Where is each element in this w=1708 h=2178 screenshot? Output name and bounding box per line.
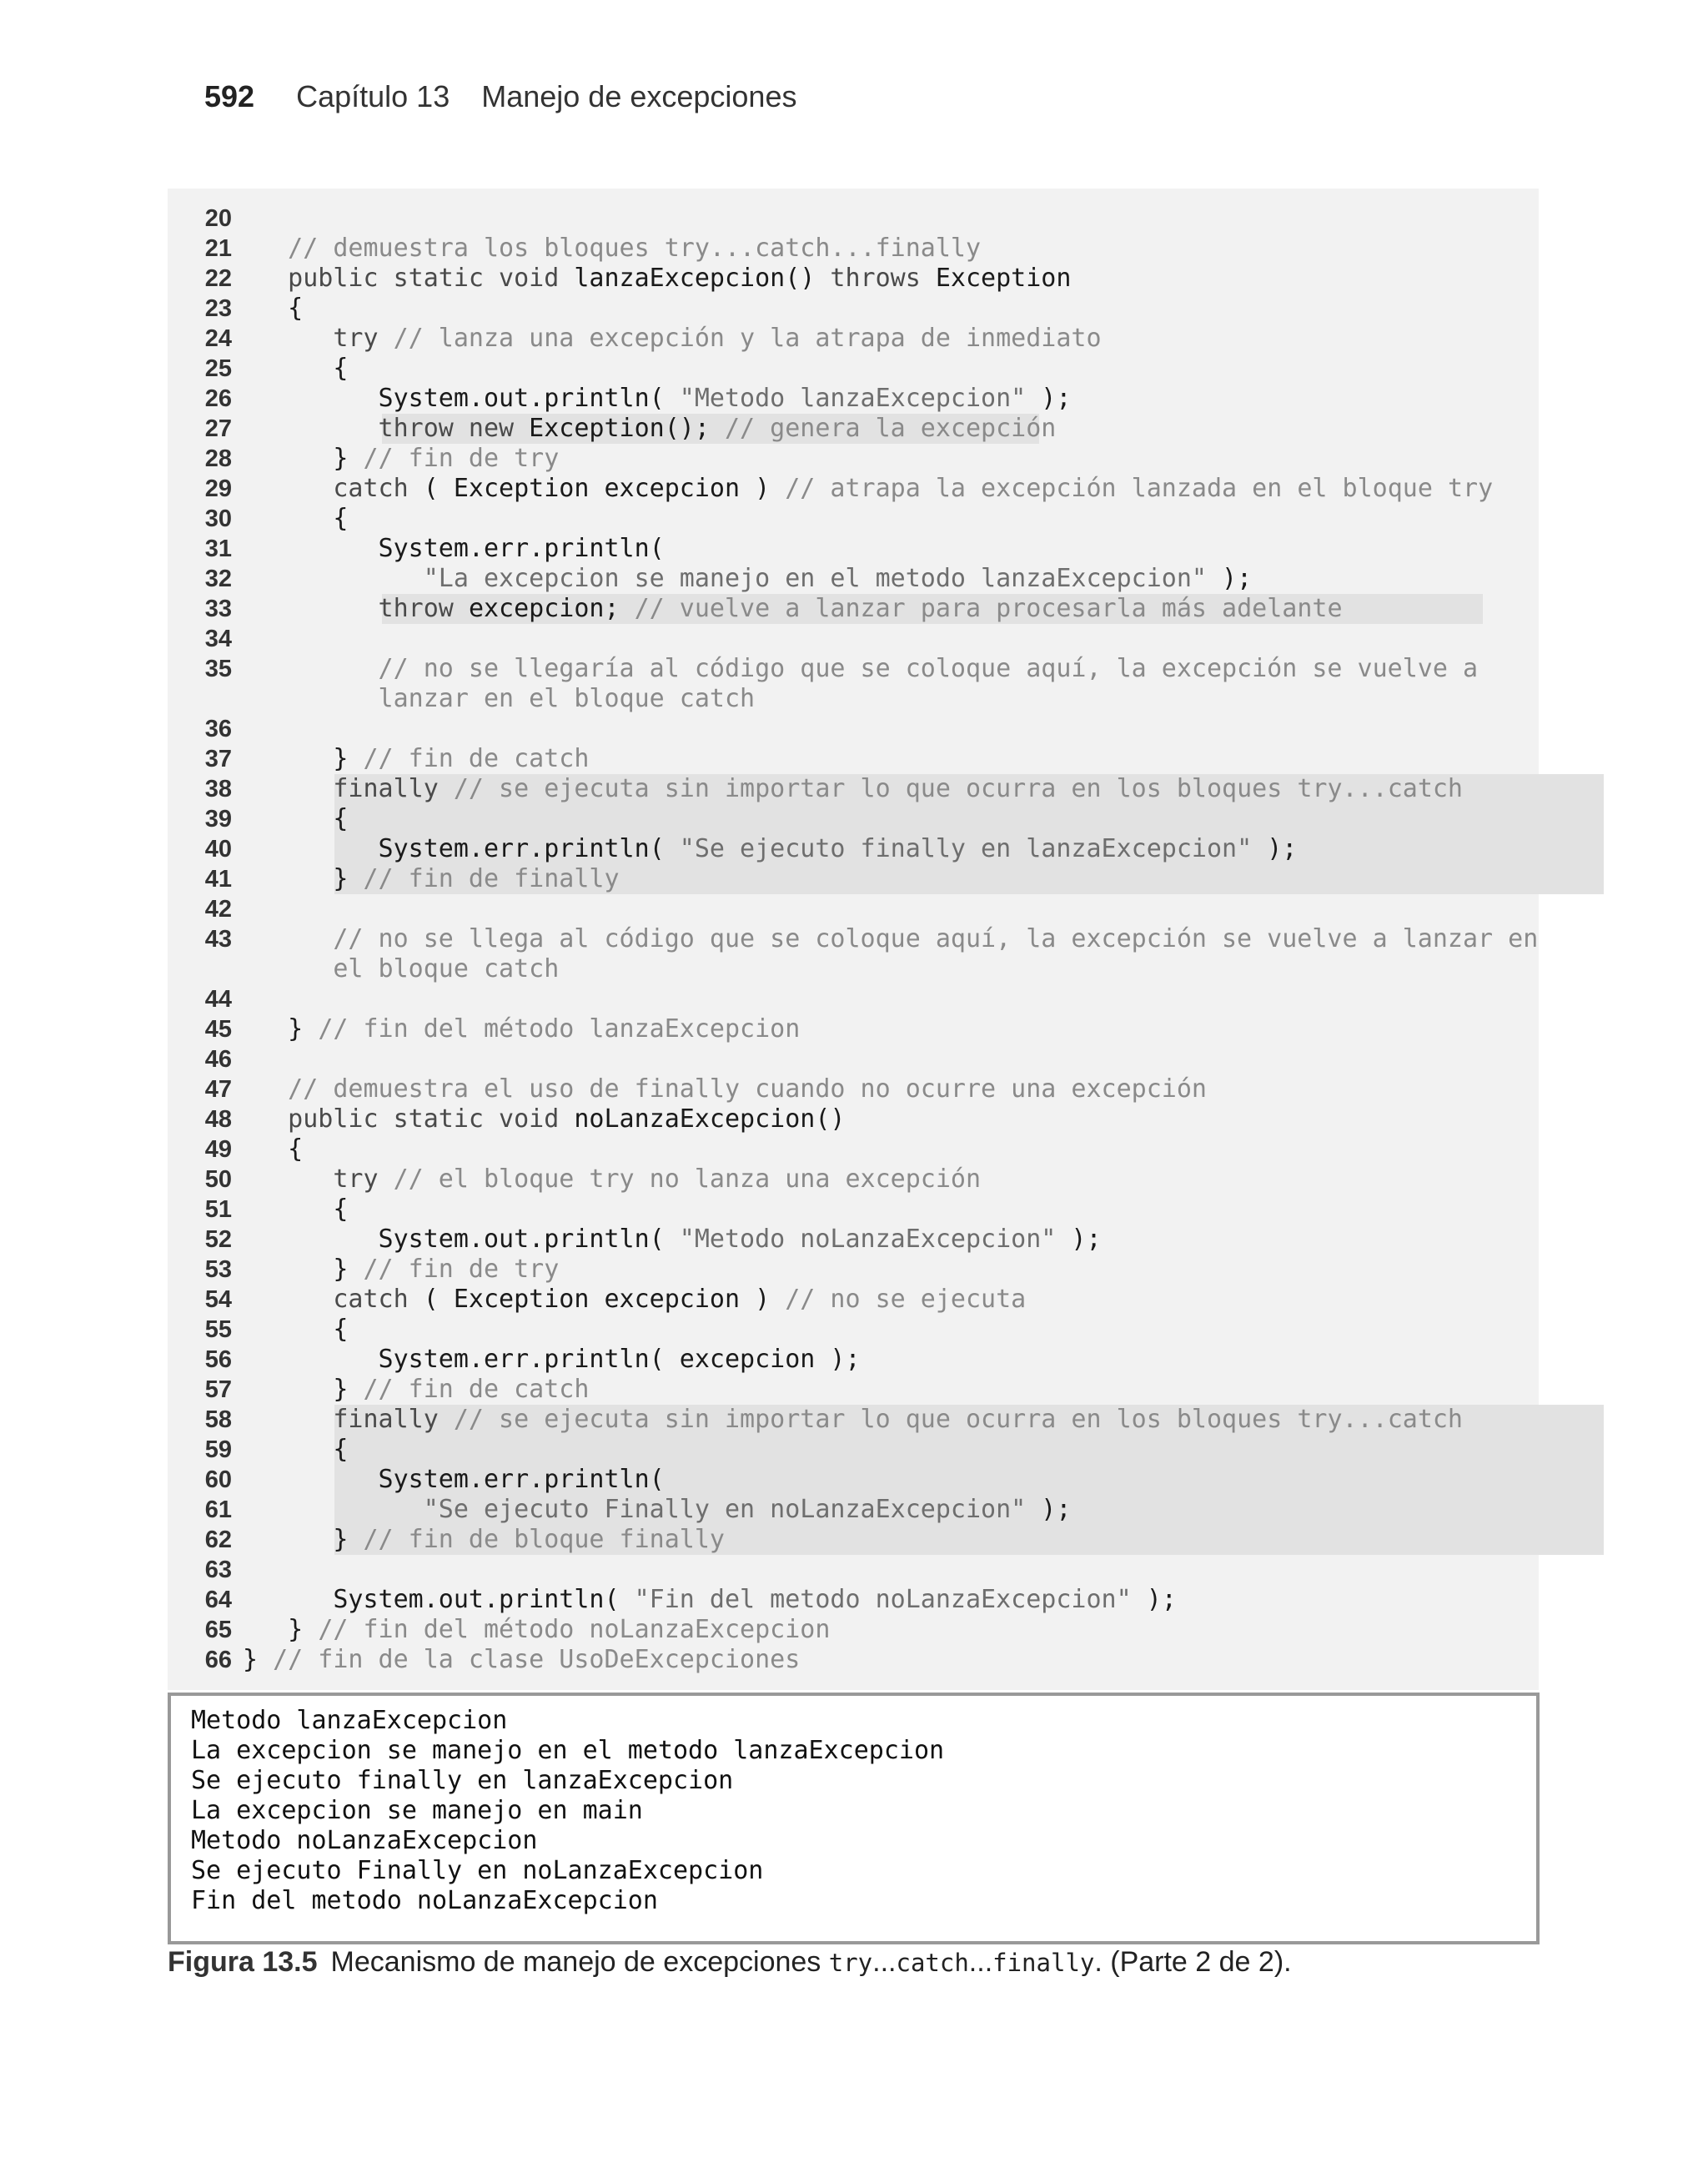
code-listing (168, 189, 1539, 1690)
code-line (168, 444, 1539, 474)
code-line (168, 894, 1539, 924)
line-number: 20 (204, 205, 232, 232)
code-line (168, 684, 1539, 714)
code-token: Exception(); (529, 414, 725, 443)
code-comment: // no se ejecuta (785, 1285, 1027, 1314)
code-text (243, 594, 1343, 624)
code-token: System.err.println( excepcion ); (243, 1345, 861, 1374)
code-token: { (243, 354, 349, 383)
code-comment: // fin del método noLanzaExcepcion (318, 1615, 831, 1644)
line-number: 57 (204, 1376, 232, 1403)
line-number: 25 (204, 355, 232, 382)
code-token: } (243, 444, 364, 473)
code-token: System.out.println( (243, 1585, 635, 1614)
line-number: 66 (204, 1647, 232, 1673)
code-token: } (243, 1014, 319, 1044)
figure-caption (168, 1946, 1292, 1979)
code-line (168, 774, 1539, 804)
caption-sep-1: ... (872, 1946, 897, 1978)
code-line (168, 414, 1539, 444)
code-token: } (243, 1375, 364, 1404)
code-text (243, 234, 981, 264)
code-keyword: catch (243, 1285, 424, 1314)
chapter-label: Capítulo 13 (296, 79, 450, 113)
code-token: ( Exception excepcion ) (423, 474, 786, 503)
line-number: 35 (204, 656, 232, 682)
output-line: Metodo lanzaExcepcion (191, 1706, 508, 1735)
code-string: "Fin del metodo noLanzaExcepcion" (634, 1585, 1132, 1614)
code-line (168, 1405, 1539, 1435)
code-line (168, 1645, 1539, 1675)
code-token: System.err.println( (243, 534, 665, 563)
code-text (243, 324, 1102, 354)
line-number: 23 (204, 295, 232, 322)
code-token: ); (1206, 564, 1253, 593)
code-comment: // el bloque try no lanza una excepción (393, 1164, 982, 1194)
line-number: 53 (204, 1256, 232, 1283)
code-text (243, 834, 1297, 864)
code-text (243, 1074, 1207, 1104)
code-line (168, 1345, 1539, 1375)
line-number: 49 (204, 1136, 232, 1163)
code-token: System.out.println( (243, 384, 680, 413)
code-comment: // fin de catch (363, 744, 590, 773)
code-text (243, 1345, 861, 1375)
line-number: 42 (204, 896, 232, 923)
code-token: { (243, 504, 349, 533)
line-number: 63 (204, 1557, 232, 1583)
caption-text: Mecanismo de manejo de excepciones (330, 1946, 829, 1978)
line-number: 41 (204, 866, 232, 893)
line-number: 51 (204, 1196, 232, 1223)
page-header (204, 79, 796, 121)
code-token: } (243, 744, 364, 773)
code-string: "Se ejecuto Finally en noLanzaExcepcion" (243, 1495, 1027, 1524)
line-number: 26 (204, 385, 232, 412)
line-number: 45 (204, 1016, 232, 1043)
output-line: La excepcion se manejo en main (191, 1796, 643, 1825)
code-line (168, 1104, 1539, 1134)
line-number: 65 (204, 1617, 232, 1643)
code-token: ); (1026, 1495, 1072, 1524)
line-number: 32 (204, 566, 232, 592)
line-number: 43 (204, 926, 232, 953)
code-text (243, 1495, 1071, 1525)
code-line (168, 234, 1539, 264)
code-text (243, 1615, 830, 1645)
code-line (168, 744, 1539, 774)
code-comment: // fin de try (363, 1255, 560, 1284)
code-line (168, 1555, 1539, 1585)
code-keyword: public static void (243, 264, 575, 293)
code-text (243, 684, 755, 714)
line-number: 59 (204, 1436, 232, 1463)
code-token: } (243, 1615, 319, 1644)
line-number: 46 (204, 1046, 232, 1073)
code-line (168, 1255, 1539, 1285)
code-line (168, 654, 1539, 684)
code-line (168, 864, 1539, 894)
code-token: noLanzaExcepcion() (574, 1104, 846, 1134)
code-line (168, 594, 1539, 624)
code-text (243, 864, 620, 894)
code-text (243, 564, 1252, 594)
code-text (243, 1645, 800, 1675)
code-text (243, 414, 1056, 444)
code-token: System.err.println( (243, 1465, 665, 1494)
line-number: 37 (204, 746, 232, 772)
code-text (243, 1465, 665, 1495)
line-number: 21 (204, 235, 232, 262)
code-line (168, 624, 1539, 654)
figure-label: Figura 13.5 (168, 1946, 318, 1978)
line-number: 55 (204, 1316, 232, 1343)
code-keyword: catch (243, 474, 424, 503)
page-number: 592 (204, 79, 255, 113)
code-line (168, 1525, 1539, 1555)
code-line (168, 504, 1539, 534)
line-number: 52 (204, 1226, 232, 1253)
code-line (168, 1315, 1539, 1345)
code-line (168, 1615, 1539, 1645)
line-number: 60 (204, 1466, 232, 1493)
line-number: 47 (204, 1076, 232, 1103)
code-text (243, 534, 665, 564)
code-token: { (243, 1195, 349, 1224)
line-number: 64 (204, 1587, 232, 1613)
code-line (168, 804, 1539, 834)
code-text (243, 1435, 348, 1465)
code-line (168, 324, 1539, 354)
code-text (243, 1315, 348, 1345)
code-text (243, 804, 348, 834)
code-token: { (243, 1435, 349, 1464)
code-comment: // fin de bloque finally (363, 1525, 725, 1554)
output-line: Se ejecuto Finally en noLanzaExcepcion (191, 1856, 764, 1885)
code-string: "Metodo noLanzaExcepcion" (679, 1225, 1057, 1254)
line-number: 24 (204, 325, 232, 352)
code-comment: el bloque catch (243, 954, 560, 983)
code-comment: // fin del método lanzaExcepcion (318, 1014, 801, 1044)
output-line: La excepcion se manejo en el metodo lanzaExcepcion (191, 1736, 945, 1765)
code-keyword: throw (243, 594, 469, 623)
code-text (243, 1134, 303, 1164)
code-text (243, 504, 348, 534)
code-token: ); (1252, 834, 1298, 863)
code-token: } (243, 864, 364, 893)
code-text (243, 1255, 559, 1285)
code-comment: // fin de try (363, 444, 560, 473)
output-line: Fin del metodo noLanzaExcepcion (191, 1886, 658, 1915)
code-line (168, 384, 1539, 414)
code-string: "Se ejecuto finally en lanzaExcepcion" (679, 834, 1253, 863)
line-number: 28 (204, 445, 232, 472)
caption-sep-2: ... (968, 1946, 993, 1978)
code-token: { (243, 804, 349, 833)
code-comment: // genera la excepción (724, 414, 1057, 443)
code-token: System.out.println( (243, 1225, 680, 1254)
code-line (168, 1044, 1539, 1074)
code-line (168, 924, 1539, 954)
code-keyword: public static void (243, 1104, 575, 1134)
line-number: 31 (204, 536, 232, 562)
code-comment: // fin de catch (363, 1375, 590, 1404)
code-line (168, 1285, 1539, 1315)
line-number: 62 (204, 1527, 232, 1553)
code-line (168, 1585, 1539, 1615)
line-number: 36 (204, 716, 232, 742)
code-line (168, 1164, 1539, 1195)
code-token: } (243, 1525, 364, 1554)
line-number: 61 (204, 1496, 232, 1523)
code-text (243, 384, 1071, 414)
line-number: 48 (204, 1106, 232, 1133)
code-line (168, 1465, 1539, 1495)
code-line (168, 474, 1539, 504)
code-comment: // se ejecuta sin importar lo que ocurra en los bloques try...catch (453, 1405, 1463, 1434)
caption-code-catch: catch (896, 1949, 969, 1977)
code-token: ( Exception excepcion ) (423, 1285, 786, 1314)
code-comment: // demuestra el uso de finally cuando no ocurre una excepción (243, 1074, 1207, 1104)
code-line (168, 984, 1539, 1014)
line-number: 29 (204, 475, 232, 502)
code-text (243, 1585, 1177, 1615)
line-number: 33 (204, 596, 232, 622)
code-line (168, 1375, 1539, 1405)
caption-code-finally: finally (992, 1949, 1095, 1977)
code-comment: // vuelve a lanzar para procesarla más adelante (634, 594, 1343, 623)
code-token: } (243, 1255, 364, 1284)
code-comment: // demuestra los bloques try...catch...finally (243, 234, 982, 263)
code-string: "La excepcion se manejo en el metodo lanzaExcepcion" (243, 564, 1207, 593)
code-text (243, 294, 303, 324)
code-line (168, 954, 1539, 984)
code-text (243, 954, 559, 984)
line-number: 44 (204, 986, 232, 1013)
code-keyword: try (243, 1164, 394, 1194)
caption-text-end: . (Parte 2 de 2). (1094, 1946, 1292, 1978)
code-comment: // atrapa la excepción lanzada en el bloque try (785, 474, 1494, 503)
code-comment: // no se llegaría al código que se coloque aquí, la excepción se vuelve a (243, 654, 1479, 683)
code-text (243, 774, 1463, 804)
code-line (168, 264, 1539, 294)
code-token: Exception (935, 264, 1072, 293)
code-line (168, 834, 1539, 864)
code-text (243, 744, 589, 774)
code-text (243, 654, 1478, 684)
code-line (168, 1195, 1539, 1225)
line-number: 27 (204, 415, 232, 442)
code-line (168, 1134, 1539, 1164)
caption-code-try: try (828, 1949, 873, 1977)
code-token: ); (1131, 1585, 1177, 1614)
code-line (168, 1225, 1539, 1255)
line-number: 40 (204, 836, 232, 863)
code-line (168, 564, 1539, 594)
output-line: Se ejecuto finally en lanzaExcepcion (191, 1766, 734, 1795)
line-number: 22 (204, 265, 232, 292)
code-text (243, 1195, 348, 1225)
code-text (243, 924, 1538, 954)
code-keyword: try (243, 324, 394, 353)
code-keyword: throw new (243, 414, 530, 443)
code-line (168, 714, 1539, 744)
code-line (168, 1435, 1539, 1465)
code-text (243, 1164, 981, 1195)
code-keyword: throws (830, 264, 936, 293)
code-line (168, 1014, 1539, 1044)
code-keyword: finally (243, 774, 454, 803)
code-comment: // fin de finally (363, 864, 620, 893)
line-number: 58 (204, 1406, 232, 1433)
output-line: Metodo noLanzaExcepcion (191, 1826, 538, 1855)
code-token: { (243, 1315, 349, 1344)
code-line (168, 354, 1539, 384)
chapter-title: Manejo de excepciones (481, 79, 797, 113)
code-text (243, 1225, 1102, 1255)
code-text (243, 444, 559, 474)
code-comment: // fin de la clase UsoDeExcepciones (273, 1645, 801, 1674)
code-text (243, 1104, 845, 1134)
code-line (168, 1074, 1539, 1104)
program-output (168, 1693, 1540, 1944)
code-text (243, 354, 348, 384)
code-string: "Metodo lanzaExcepcion" (679, 384, 1027, 413)
code-comment: lanzar en el bloque catch (243, 684, 756, 713)
line-number: 39 (204, 806, 232, 832)
code-token: { (243, 1134, 304, 1164)
code-line (168, 1495, 1539, 1525)
code-comment: // lanza una excepción y la atrapa de inmediato (393, 324, 1102, 353)
line-number: 54 (204, 1286, 232, 1313)
code-keyword: finally (243, 1405, 454, 1434)
code-line (168, 534, 1539, 564)
code-text (243, 474, 1493, 504)
code-token: } (243, 1645, 274, 1674)
code-token: excepcion; (468, 594, 635, 623)
code-token: lanzaExcepcion() (574, 264, 831, 293)
line-number: 50 (204, 1166, 232, 1193)
code-token: { (243, 294, 304, 323)
code-token: System.err.println( (243, 834, 680, 863)
line-number: 30 (204, 506, 232, 532)
code-text (243, 1285, 1026, 1315)
code-line (168, 204, 1539, 234)
code-text (243, 264, 1071, 294)
code-text (243, 1375, 589, 1405)
code-text (243, 1014, 800, 1044)
line-number: 38 (204, 776, 232, 802)
line-number: 34 (204, 626, 232, 652)
code-comment: // se ejecuta sin importar lo que ocurra en los bloques try...catch (453, 774, 1463, 803)
code-line (168, 294, 1539, 324)
code-text (243, 1525, 725, 1555)
code-text (243, 1405, 1463, 1435)
line-number: 56 (204, 1346, 232, 1373)
code-token: ); (1056, 1225, 1102, 1254)
code-token: ); (1026, 384, 1072, 413)
code-comment: // no se llega al código que se coloque aquí, la excepción se vuelve a lanzar en (243, 924, 1539, 953)
